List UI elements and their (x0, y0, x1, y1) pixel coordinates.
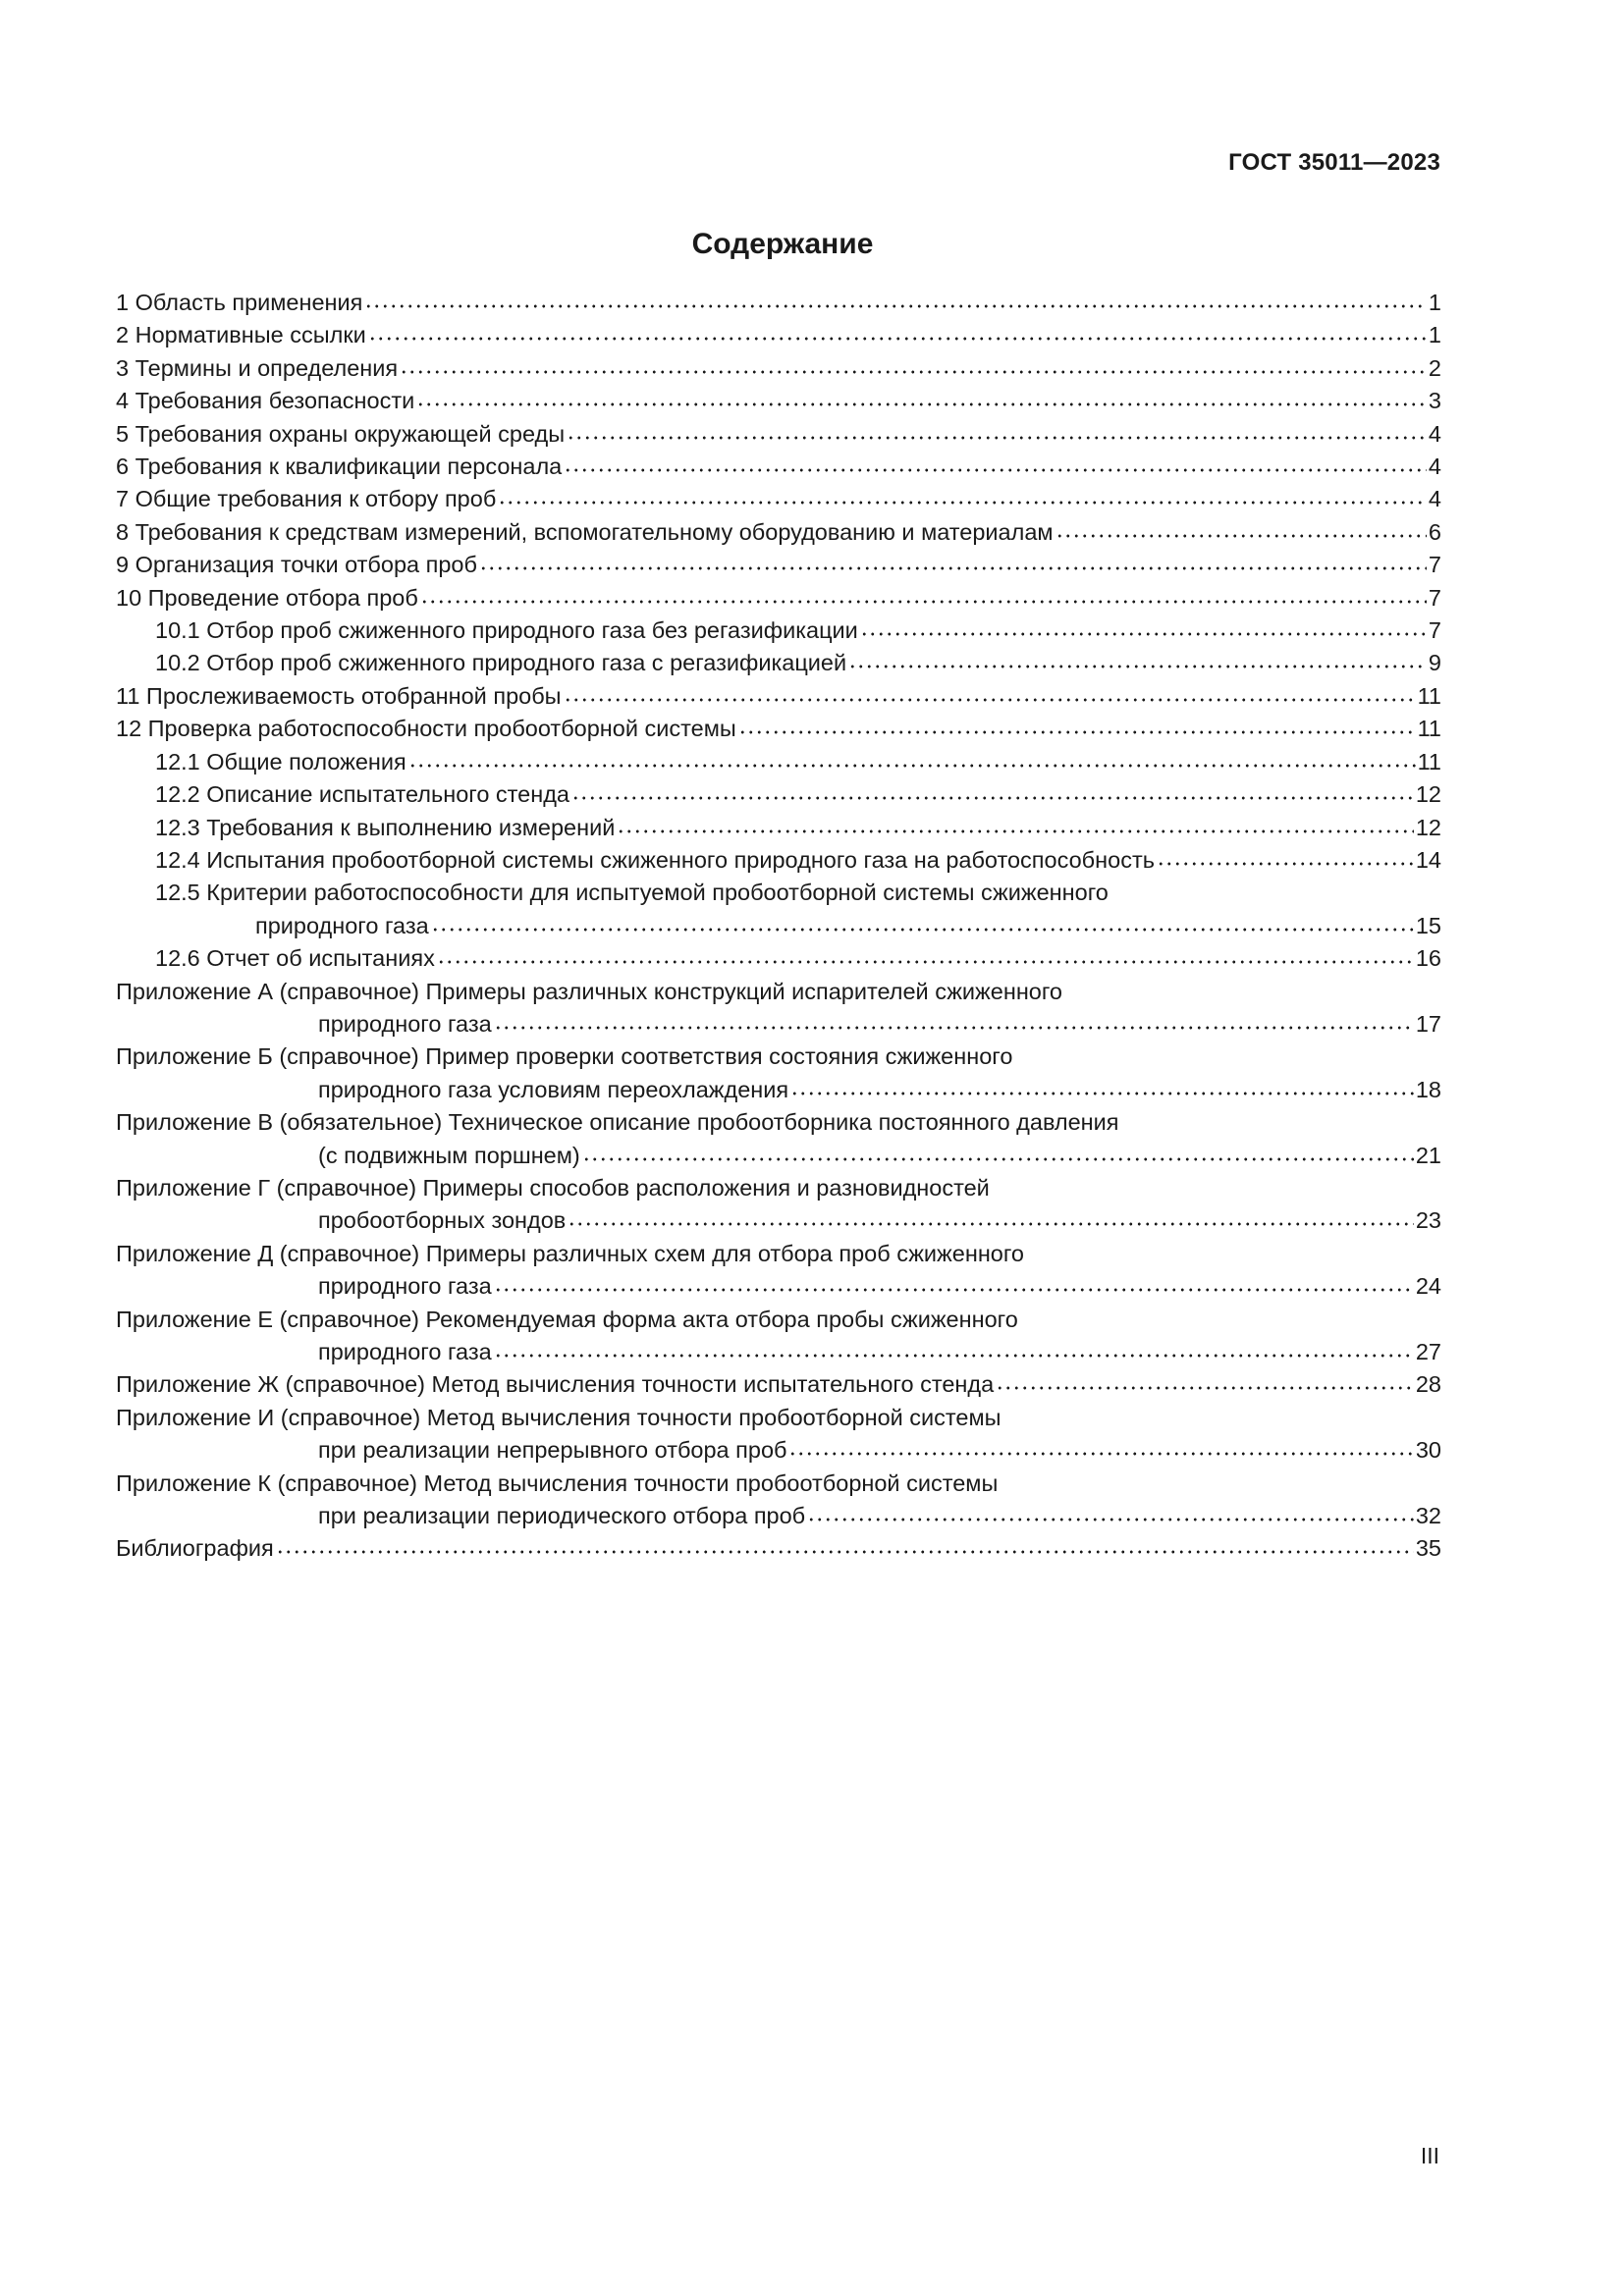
toc-entry[interactable] (116, 976, 1441, 1041)
dot-leader (860, 619, 1427, 638)
toc-entry-title: 12.5 Критерии работоспособности для испытуемой пробоотборной системы сжиженного (155, 880, 1109, 906)
toc-entry[interactable] (116, 483, 1441, 515)
toc-entry-title-continuation: природного газа условиям переохлаждения (318, 1076, 789, 1102)
dot-leader (494, 1275, 1414, 1294)
toc-entry-title: 1 Область применения (116, 290, 363, 315)
dot-leader (564, 455, 1427, 474)
toc-entry[interactable] (116, 1368, 1441, 1401)
toc-entry-page: 35 (1415, 1535, 1441, 1562)
toc-entry-page: 11 (1417, 682, 1441, 709)
toc-entry-title: 12.6 Отчет об испытаниях (155, 945, 435, 972)
toc-entry-page: 7 (1428, 552, 1441, 578)
dot-leader (788, 1439, 1413, 1458)
toc-entry-page: 1 (1428, 290, 1441, 315)
toc-entry-page: 17 (1415, 1010, 1441, 1037)
toc-entry[interactable] (116, 1041, 1441, 1106)
toc-entry-title: Приложение Е (справочное) Рекомендуемая форма акта отбора пробы сжиженного (116, 1306, 1018, 1332)
toc-entry-title-continuation: при реализации периодического отбора проб (318, 1503, 806, 1529)
toc-entry-title-continuation: природного газа (318, 1273, 492, 1300)
dot-leader (1056, 521, 1427, 540)
toc-entry-title: Приложение К (справочное) Метод вычисления точности пробоотборной системы (116, 1469, 999, 1496)
toc-entry-title: 4 Требования безопасности (116, 388, 415, 414)
toc-entry-page: 16 (1415, 945, 1441, 972)
dot-leader (790, 1079, 1414, 1097)
toc-entry-page: 11 (1417, 716, 1441, 742)
toc-entry[interactable] (116, 647, 1441, 679)
toc-entry-page: 14 (1415, 846, 1441, 873)
toc-entry-title: Приложение И (справочное) Метод вычисления точности пробоотборной системы (116, 1404, 1001, 1430)
toc-entry[interactable] (116, 680, 1441, 713)
toc-entry-page: 7 (1428, 584, 1441, 611)
dot-leader (582, 1145, 1414, 1163)
toc-entry[interactable] (116, 713, 1441, 745)
toc-entry-title-continuation: природного газа (255, 912, 429, 938)
toc-entry[interactable] (116, 319, 1441, 351)
toc-entry-title: 6 Требования к квалификации персонала (116, 454, 563, 480)
toc-entry[interactable] (116, 582, 1441, 614)
toc-entry[interactable] (116, 812, 1441, 844)
toc-entry-page: 7 (1428, 617, 1441, 644)
toc-entry-page: 9 (1428, 650, 1441, 676)
toc-entry-page: 24 (1415, 1273, 1441, 1300)
toc-entry-page: 32 (1415, 1503, 1441, 1529)
toc-entry-page: 28 (1415, 1371, 1441, 1398)
dot-leader (400, 357, 1427, 376)
toc-entry-title-continuation: природного газа (318, 1339, 492, 1364)
toc-entry-title: 3 Термины и определения (116, 354, 399, 381)
toc-entry[interactable] (116, 352, 1441, 385)
toc-entry[interactable] (116, 549, 1441, 581)
toc-entry[interactable] (116, 451, 1441, 483)
toc-entry-title-continuation: при реализации непрерывного отбора проб (318, 1437, 787, 1464)
toc-entry-title: 9 Организация точки отбора проб (116, 552, 477, 578)
toc-entry-title: 5 Требования охраны окружающей среды (116, 420, 566, 447)
toc-entry-page: 11 (1417, 748, 1441, 774)
dot-leader (568, 1210, 1414, 1229)
toc-entry[interactable] (116, 418, 1441, 451)
toc-entry[interactable] (116, 746, 1441, 778)
toc-entry[interactable] (116, 1304, 1441, 1369)
toc-entry-title: 10.2 Отбор проб сжиженного природного газа с регазификацией (155, 650, 847, 676)
dot-leader (420, 587, 1427, 606)
toc-entry-title: Библиография (116, 1535, 274, 1562)
dot-leader (738, 718, 1416, 736)
dot-leader (571, 783, 1414, 802)
toc-entry[interactable] (116, 1172, 1441, 1238)
toc-entry[interactable] (116, 877, 1441, 942)
toc-entry-page: 21 (1415, 1142, 1441, 1168)
toc-entry-title: Приложение Г (справочное) Примеры способов расположения и разновидностей (116, 1174, 990, 1201)
toc-entry-title: 8 Требования к средствам измерений, вспомогательному оборудованию и материалам (116, 518, 1054, 545)
toc-entry[interactable] (116, 844, 1441, 877)
toc-entry-page: 1 (1428, 322, 1441, 348)
toc-entry-page: 4 (1428, 454, 1441, 480)
toc-entry[interactable] (116, 385, 1441, 417)
dot-leader (479, 554, 1427, 572)
dot-leader (437, 947, 1414, 966)
toc-entry-title: Приложение А (справочное) Примеры различных конструкций испарителей сжиженного (116, 978, 1062, 1004)
dot-leader (408, 751, 1416, 770)
dot-leader (498, 489, 1427, 507)
dot-leader (368, 325, 1427, 344)
toc-entry-page: 2 (1428, 354, 1441, 381)
toc-entry[interactable] (116, 516, 1441, 549)
toc-entry-title: 12.1 Общие положения (155, 748, 406, 774)
page-number: III (1420, 2143, 1439, 2168)
toc-entry-page: 15 (1415, 912, 1441, 938)
toc-entry[interactable] (116, 287, 1441, 319)
toc-entry-title: 2 Нормативные ссылки (116, 322, 366, 348)
toc-entry[interactable] (116, 778, 1441, 811)
dot-leader (494, 1013, 1414, 1032)
toc-entry-page: 4 (1428, 420, 1441, 447)
toc-entry-title-continuation: природного газа (318, 1010, 492, 1037)
toc-entry-title: Приложение Д (справочное) Примеры различных схем для отбора проб сжиженного (116, 1240, 1024, 1266)
toc-entry-title: 7 Общие требования к отбору проб (116, 486, 497, 512)
toc-entry-title: 12.4 Испытания пробоотборной системы сжиженного природного газа на работоспособность (155, 846, 1155, 873)
dot-leader (276, 1538, 1414, 1557)
dot-leader (848, 653, 1427, 671)
toc-entry-title: Приложение В (обязательное) Техническое описание пробоотборника постоянного давления (116, 1109, 1119, 1136)
toc-entry-title: Приложение Ж (справочное) Метод вычисления точности испытательного стенда (116, 1371, 995, 1398)
dot-leader (431, 915, 1414, 934)
toc-entry-title: 10 Проведение отбора проб (116, 584, 418, 611)
toc-entry-title: 10.1 Отбор проб сжиженного природного газа без регазификации (155, 617, 858, 644)
dot-leader (1157, 849, 1414, 868)
toc-entry[interactable] (116, 1468, 1441, 1533)
table-of-contents (116, 287, 1441, 1566)
toc-entry[interactable] (116, 1532, 1441, 1565)
toc-entry-title: 12.2 Описание испытательного стенда (155, 781, 569, 808)
document-code: ГОСТ 35011—2023 (1228, 149, 1440, 176)
toc-entry-page: 3 (1428, 388, 1441, 414)
dot-leader (567, 423, 1427, 442)
toc-entry[interactable] (116, 1238, 1441, 1304)
toc-entry[interactable] (116, 1106, 1441, 1172)
toc-entry-page: 12 (1415, 814, 1441, 840)
toc-entry-title: 12 Проверка работоспособности пробоотборной системы (116, 716, 736, 742)
toc-entry[interactable] (116, 614, 1441, 647)
toc-entry-page: 18 (1415, 1076, 1441, 1102)
toc-entry-title-continuation: пробоотборных зондов (318, 1207, 567, 1234)
toc-entry-title: 11 Прослеживаемость отобранной пробы (116, 682, 562, 709)
toc-entry-title: Приложение Б (справочное) Пример проверки соответствия состояния сжиженного (116, 1043, 1013, 1070)
toc-entry-page: 27 (1415, 1339, 1441, 1364)
toc-title: Содержание (691, 228, 874, 260)
dot-leader (416, 390, 1427, 408)
dot-leader (996, 1374, 1414, 1393)
dot-leader (807, 1505, 1414, 1523)
dot-leader (564, 685, 1416, 704)
dot-leader (494, 1341, 1414, 1360)
dot-leader (617, 817, 1414, 835)
toc-entry[interactable] (116, 942, 1441, 975)
toc-entry-page: 23 (1415, 1207, 1441, 1234)
toc-entry[interactable] (116, 1402, 1441, 1468)
toc-entry-page: 6 (1428, 518, 1441, 545)
toc-entry-title-continuation: (с подвижным поршнем) (318, 1142, 580, 1168)
toc-entry-title: 12.3 Требования к выполнению измерений (155, 814, 616, 840)
toc-entry-page: 4 (1428, 486, 1441, 512)
toc-entry-page: 12 (1415, 781, 1441, 808)
dot-leader (364, 292, 1427, 310)
toc-entry-page: 30 (1415, 1437, 1441, 1464)
